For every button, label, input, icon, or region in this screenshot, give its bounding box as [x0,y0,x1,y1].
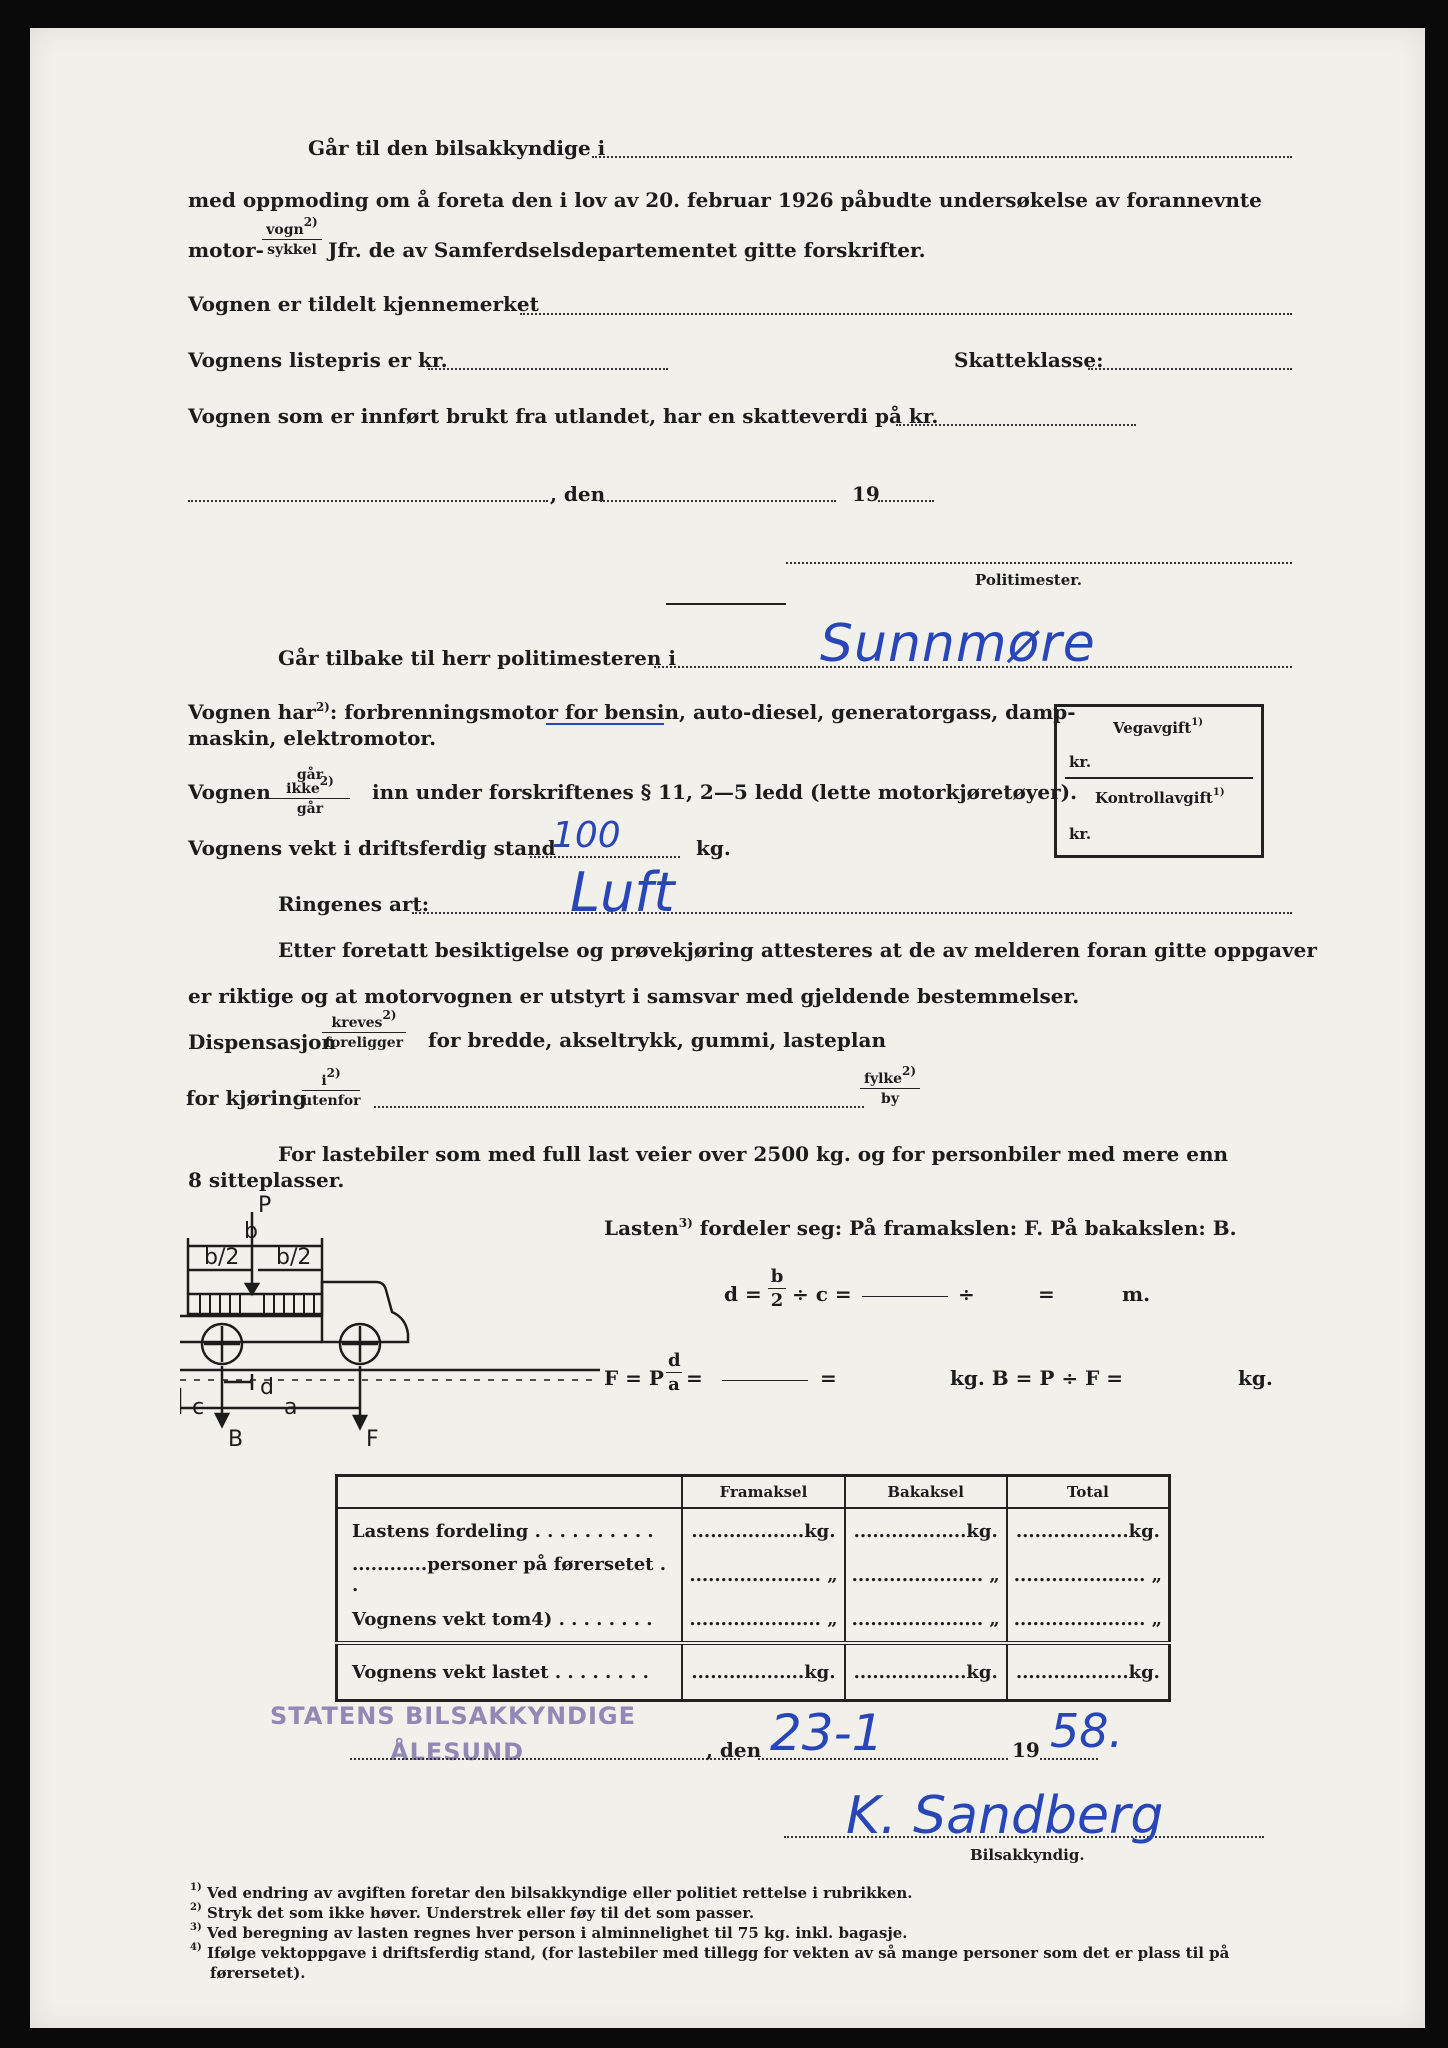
handwritten-signature: K. Sandberg [846,1786,1164,1846]
line-gar-til: Går til den bilsakkyndige i [308,136,606,160]
label-vognen-har: Vognen har$^{2)}$: forbrenningsmotor for bensin, auto-diesel, generatorgass, damp- [188,700,1076,724]
field-year-2[interactable] [1040,1758,1098,1760]
stamp-line-1: STATENS BILSAKKYNDIGE [270,1702,636,1730]
table-cell[interactable]: ..................... „ [1007,1553,1170,1597]
motor-prefix: motor- [188,238,264,262]
label-listepris: Vognens listepris er kr. [188,348,448,372]
field-ringenes[interactable] [412,912,1292,914]
kjoring-fraction: i2) utenfor [302,1066,361,1109]
label-kontrollavgift: Kontrollavgift$^{1)}$ [1095,787,1225,807]
table-cell[interactable]: ..................kg. [845,1643,1007,1701]
diagram-label-b: b [244,1219,258,1244]
label-kjennemerke: Vognen er tildelt kjennemerket [188,292,539,316]
label-skatteklasse: Skatteklasse: [954,348,1104,372]
label-disp-suffix: for bredde, akseltrykk, gummi, lasteplan [428,1028,886,1052]
formula-d-unit: m. [1122,1282,1151,1306]
diagram-label-b-axle: B [228,1427,244,1452]
handwritten-date: 23-1 [770,1704,884,1762]
field-politimester-signatur[interactable] [786,562,1292,564]
formula-d-rhs: ÷ c = [792,1282,852,1306]
field-listepris[interactable] [428,368,668,370]
table-header-framaksel: Framaksel [682,1476,844,1509]
formula-f-eq: = [686,1366,703,1390]
label-forskrift: inn under forskriftenes § 11, 2—5 ledd (lette motorkjøretøyer). [372,780,1078,804]
field-kjennemerke[interactable] [520,313,1292,315]
formula-f-unit: kg. B = P ÷ F = [950,1366,1123,1390]
underline-bensin [546,723,664,725]
stamp-line-2: ÅLESUND [390,1738,525,1766]
disp-fraction: kreves2) foreligger [322,1016,406,1050]
handwritten-city: Sunnmøre [820,614,1096,674]
label-year-2: 19 [1012,1738,1040,1762]
motor-suffix: Jfr. de av Samferdselsdepartementet gitte forskrifter. [328,238,926,262]
label-skatteverdi: Vognen som er innført brukt fra utlandet, har en skatteverdi på kr. [188,404,939,428]
label-vekt: Vognens vekt i driftsferdig stand [188,836,556,860]
table-row [337,1597,1170,1643]
table-cell[interactable]: ..................... „ [1007,1597,1170,1643]
field-dato-1[interactable] [600,500,836,502]
motor-fraction: vogn2) sykkel [262,223,322,257]
separator-line [666,603,786,605]
line-oppmoding: med oppmoding om å foreta den i lov av 20. februar 1926 påbudte undersøkelse av forannevnte [188,188,1262,212]
formula-f-unit-2: kg. [1238,1366,1273,1390]
label-lastebiler-1: For lastebiler som med full last veier over 2500 kg. og for personbiler med mere enn [278,1142,1229,1166]
formula-d-lhs: d = [724,1282,762,1306]
table-header-empty [337,1476,683,1509]
formula-f-eq-2: = [820,1366,837,1390]
field-bilsakkyndige[interactable] [592,156,1292,158]
label-vognen-gar: Vognen [188,780,271,804]
label-dispensasjon: Dispensasjon [188,1030,337,1054]
label-kr-kontrollavgift: kr. [1069,825,1092,843]
handwritten-vekt: 100 [552,815,621,856]
diagram-label-a: a [284,1395,298,1420]
label-politimester: Politimester. [975,571,1082,589]
label-etter-1: Etter foretatt besiktigelse og prøvekjøring attesteres at de av melderen foran gitte oppgaver [278,938,1317,962]
label-year-1: 19 [852,482,880,506]
footnote: $^{1)}$ Ved endring av avgiften foretar den bilsakkyndige eller politiet rettelse i rubrikken. [190,1882,913,1902]
label-ringenes: Ringenes art: [278,892,430,916]
table-cell[interactable]: ..................kg. [1007,1508,1170,1553]
table-cell[interactable]: ..................kg. [682,1508,844,1553]
fylke-fraction: fylke2) by [860,1072,920,1106]
table-header-total: Total [1007,1476,1170,1509]
table-cell[interactable]: ..................kg. [845,1508,1007,1553]
label-tilbake: Går tilbake til herr politimesteren i [278,646,676,670]
field-year-1[interactable] [878,500,934,502]
table-header-row [337,1476,1170,1509]
field-vekt[interactable] [530,856,680,858]
table-row [337,1643,1170,1701]
row-label: ............personer på førersetet . . [352,1554,667,1596]
field-skatteklasse[interactable] [1088,368,1292,370]
formula-f-fraction: $\frac{d}{a}$ [668,1350,681,1395]
box-divider [1065,777,1253,779]
table-cell[interactable]: ..................kg. [1007,1643,1170,1701]
formula-d-blank[interactable] [862,1296,948,1297]
handwritten-year: 58. [1050,1704,1124,1758]
table-cell[interactable]: ..................... „ [845,1553,1007,1597]
label-vekt-unit: kg. [696,836,731,860]
table-header-bakaksel: Bakaksel [845,1476,1007,1509]
label-kr-vegavgift: kr. [1069,753,1092,771]
label-lastebiler-2: 8 sitteplasser. [188,1168,345,1192]
diagram-label-d: d [260,1375,274,1400]
weight-table [335,1474,1171,1702]
handwritten-ringer: Luft [570,861,675,924]
table-cell[interactable]: ..................kg. [682,1643,844,1701]
label-vegavgift: Vegavgift$^{1)}$ [1113,717,1203,737]
row-label: Vognens vekt tom4) . . . . . . . . [352,1608,653,1630]
label-bilsakkyndig: Bilsakkyndig. [970,1846,1085,1864]
table-cell[interactable]: ..................... „ [682,1597,844,1643]
footnote: førersetet). [210,1964,306,1982]
label-maskin: maskin, elektromotor. [188,726,437,750]
table-row [337,1553,1170,1597]
gar-fraction: går ikke2) går [270,768,350,816]
field-skatteverdi[interactable] [896,424,1136,426]
label-den-2: , den [706,1738,762,1762]
row-label: Vognens vekt lastet . . . . . . . . [337,1643,683,1701]
formula-f-blank[interactable] [722,1380,808,1381]
label-etter-2: er riktige og at motorvognen er utstyrt i samsvar med gjeldende bestemmelser. [188,984,1080,1008]
formula-d-minus: ÷ [958,1282,975,1306]
footnote: $^{2)}$ Stryk det som ikke høver. Understrek eller føy til det som passer. [190,1902,755,1922]
row-label: Lastens fordeling . . . . . . . . . . [352,1520,654,1542]
truck-load-diagram [180,1194,600,1454]
field-sted[interactable] [188,500,548,502]
diagram-label-b2-right: b/2 [276,1245,312,1270]
table-row [337,1508,1170,1553]
label-lasten: Lasten$^{3)}$ fordeler seg: På framakslen: F. På bakakslen: B. [604,1216,1237,1240]
vegavgift-box [1054,704,1264,858]
formula-d-fraction: $\frac{b}{2}$ [768,1268,786,1310]
diagram-label-f-axle: F [366,1427,379,1452]
footnote: $^{3)}$ Ved beregning av lasten regnes hver person i alminnelighet til 75 kg. inkl. bagasje. [190,1922,908,1942]
footnote: $^{4)}$ Ifølge vektoppgave i driftsferdig stand, (for lastebiler med tillegg for vekten av så mange personer som det er plass til på [190,1942,1230,1962]
diagram-label-b2-left: b/2 [204,1245,240,1270]
diagram-label-c: c [192,1395,205,1420]
field-kjoring[interactable] [374,1106,864,1108]
table-cell[interactable]: ..................... „ [845,1597,1007,1643]
diagram-label-p: P [258,1194,272,1218]
document-page [30,28,1425,2028]
label-kjoring: for kjøring [186,1086,307,1110]
formula-f-lhs: F = P [604,1366,664,1390]
label-den-1: , den [550,482,606,506]
formula-d-eq: = [1038,1282,1055,1306]
field-sted-2[interactable] [350,1758,740,1760]
table-cell[interactable]: ..................... „ [682,1553,844,1597]
